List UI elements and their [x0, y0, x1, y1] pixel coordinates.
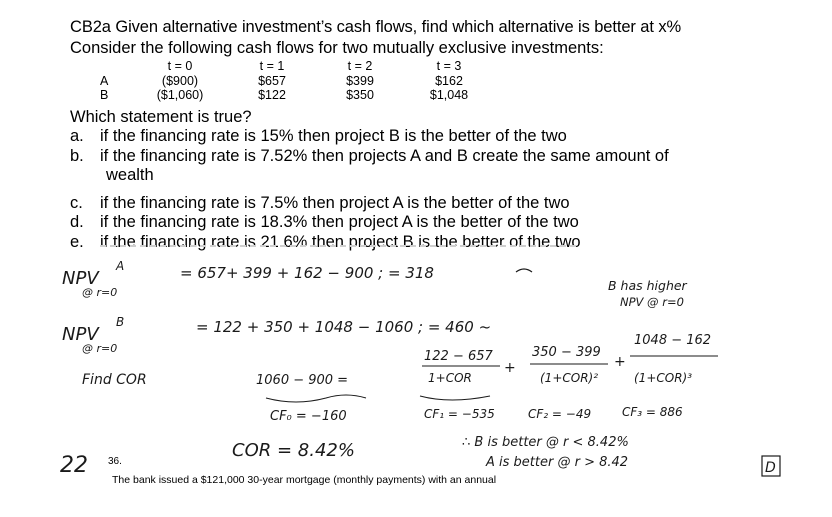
hw-term1-num: 122 − 657 [424, 349, 493, 364]
hw-cf0: CF₀ = −160 [270, 409, 347, 424]
option-text: if the financing rate is 21.6% then project B is the better of the two [100, 232, 581, 251]
hw-cf3: CF₃ = 886 [622, 405, 683, 419]
hw-conclusion-2: A is better @ r > 8.42 [486, 455, 629, 470]
header-t2: t = 2 [347, 59, 373, 73]
option-text: if the financing rate is 15% then project B is the better of the two [100, 127, 567, 145]
hw-npv-b-sup: B [116, 315, 125, 329]
option-letter: c. [70, 193, 83, 212]
problem-intro: Consider the following cash flows for two mutually exclusive investments: [70, 39, 604, 57]
hw-term3-num: 1048 − 162 [634, 333, 712, 348]
row-label: A [100, 73, 109, 88]
option-text: if the financing rate is 7.52% then projects A and B create the same amount of [100, 146, 669, 165]
option-text: if the financing rate is 7.5% then project A is the better of the two [100, 193, 570, 212]
hw-cf2: CF₂ = −49 [528, 407, 592, 421]
cell: $350 [346, 88, 374, 102]
hw-answer: D [765, 460, 776, 476]
hw-find-cor: Find COR [82, 372, 147, 388]
hw-npv-b-note2: NPV @ r=0 [620, 295, 684, 309]
hw-term2-den: (1+COR)² [540, 371, 599, 385]
hw-margin-number: 22 [60, 453, 88, 478]
next-question-text: The bank issued a $121,000 30-year mortgage (monthly payments) with an annual [112, 474, 497, 486]
hw-npv-a-sub: @ r=0 [82, 286, 118, 299]
next-question-number: 36. [108, 456, 122, 467]
hw-term2-num: 350 − 399 [532, 345, 601, 360]
header-t0: t = 0 [167, 59, 193, 73]
hw-term1-den: 1+COR [428, 371, 472, 385]
cell: $1,048 [429, 88, 469, 102]
hw-npv-a-eq: = 657+ 399 + 162 − 900 ; = 318 [180, 264, 434, 282]
option-text: if the financing rate is 18.3% then project A is the better of the two [100, 213, 579, 231]
cell: $657 [258, 73, 286, 88]
hw-npv-a-label: NPV [62, 268, 99, 289]
hw-npv-a-sup: A [116, 259, 125, 273]
cell: $399 [346, 73, 374, 88]
option-letter: d. [70, 213, 84, 231]
hw-conclusion-1: ∴ B is better @ r < 8.42% [462, 435, 629, 450]
option-letter: a. [70, 127, 84, 145]
cell: $162 [435, 73, 463, 88]
cell: ($900) [161, 73, 199, 88]
hw-npv-b-note: B has higher [608, 278, 687, 293]
hw-npv-b-eq: = 122 + 350 + 1048 − 1060 ; = 460 ~ [196, 318, 492, 336]
header-t3: t = 3 [436, 59, 462, 73]
row-label: B [100, 88, 109, 102]
option-letter: b. [70, 146, 84, 165]
hw-cor-eq: 1060 − 900 = [256, 373, 349, 388]
problem-title: CB2a Given alternative investment’s cash flows, find which alternative is better at x% [70, 18, 682, 36]
hw-npv-b-sub: @ r=0 [82, 342, 118, 355]
hw-term3-den: (1+COR)³ [634, 371, 693, 385]
cell: $122 [258, 88, 286, 102]
svg-text:+: + [614, 354, 626, 370]
svg-text:+: + [504, 360, 516, 376]
hw-cf1: CF₁ = −535 [424, 407, 495, 421]
option-text-cont: wealth [106, 166, 154, 184]
cell: ($1,060) [156, 88, 204, 102]
hw-cor-result: COR = 8.42% [232, 440, 355, 461]
option-letter: e. [70, 232, 84, 251]
question-prompt: Which statement is true? [70, 108, 252, 126]
hw-npv-b-label: NPV [62, 324, 99, 345]
header-t1: t = 1 [259, 59, 285, 73]
hw-check-mark [516, 269, 532, 272]
